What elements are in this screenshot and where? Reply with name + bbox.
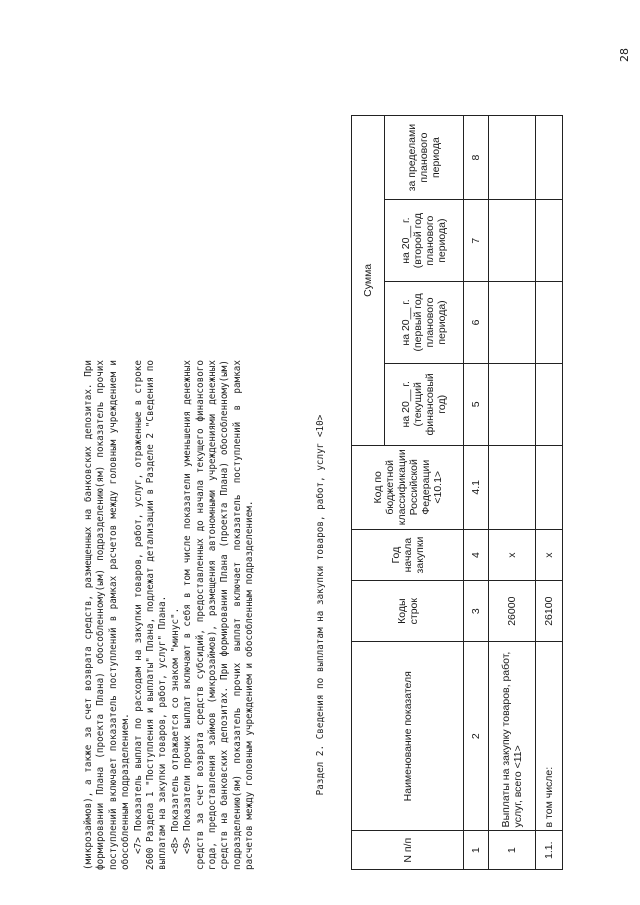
cell-np: 1 <box>489 831 536 870</box>
cell-code: 26000 <box>489 581 536 642</box>
cell-kbk <box>489 445 536 529</box>
cell-y2 <box>489 282 536 364</box>
cell-y1 <box>536 363 563 445</box>
colnum: 6 <box>464 282 489 364</box>
header-name: Наименование показателя <box>352 642 464 831</box>
header-y1: на 20__ г. (текущий финансовый год) <box>385 363 464 445</box>
header-y3: на 20__ г. (второй год планового периода) <box>385 200 464 282</box>
colnum: 2 <box>464 642 489 831</box>
cell-y3 <box>489 200 536 282</box>
colnum: 4 <box>464 529 489 580</box>
colnum: 8 <box>464 116 489 200</box>
footnote-7: <7> Показатель выплат по расходам на закупки товаров, работ, услуг, отраженные в строке 2600 Раздела 1 "Поступления и выплаты" Плана, подлежат детализации в Разделе 2 "Сведения по выплатам на закупки товаров, работ, услуг" Плана. <box>132 360 169 870</box>
cell-name: в том числе: <box>536 642 563 831</box>
header-code: Коды строк <box>352 581 464 642</box>
page-number: 28 <box>618 48 631 62</box>
cell-y3 <box>536 200 563 282</box>
header-y2: на 20__ г. (первый год планового периода) <box>385 282 464 364</box>
column-numbers-row <box>464 116 489 870</box>
header-y4: за пределами планового периода <box>385 116 464 200</box>
cell-y1 <box>489 363 536 445</box>
payments-table <box>351 115 563 870</box>
colnum: 3 <box>464 581 489 642</box>
cell-year: x <box>536 529 563 580</box>
colnum: 5 <box>464 363 489 445</box>
header-year: Год начала закупки <box>352 529 464 580</box>
colnum: 4.1 <box>464 445 489 529</box>
cell-np: 1.1. <box>536 831 563 870</box>
colnum: 7 <box>464 200 489 282</box>
rotated-page-content <box>83 100 640 870</box>
cell-name: Выплаты на закупку товаров, работ, услуг, всего <11> <box>489 642 536 831</box>
footnote-paragraph: (микрозаймов), а также за счет возврата средств, размещенных на банковских депозитах. При формировании Плана (проекта Плана) обособленному(ым) подразделению(ям) показатель прочих поступлений включает показатель поступлений в рамках расчетов между головным учреждением и обособленным подразделением. <box>83 360 132 870</box>
cell-y2 <box>536 282 563 364</box>
cell-y4 <box>536 116 563 200</box>
cell-kbk <box>536 445 563 529</box>
cell-code: 26100 <box>536 581 563 642</box>
footnote-9: <9> Показатели прочих выплат включают в себя в том числе показатели уменьшения денежных средств за счет возврата средств субсидий, предоставленных до начала текущего финансового года, предоставления займов (микрозаймов), размещения автономными учреждениями денежных средств на банковских депозитах. При формировании Плана (проекта Плана) обособленному(ым) подразделению(ям) показатель прочих выплат включает показатель поступлений в рамках расчетов между головным учреждением и обособленным подразделением. <box>182 360 256 870</box>
footnote-8: <8> Показатель отражается со знаком "минус". <box>169 607 181 854</box>
cell-y4 <box>489 116 536 200</box>
table-row <box>489 116 536 870</box>
header-sum: Сумма <box>352 116 385 446</box>
cell-year: x <box>489 529 536 580</box>
header-kbk: Код по бюджетной классификации Российской Федерации <10.1> <box>352 445 464 529</box>
colnum: 1 <box>464 831 489 870</box>
table-row <box>536 116 563 870</box>
section-title: Раздел 2. Сведения по выплатам на закупки товаров, работ, услуг <10> <box>315 414 326 796</box>
table-header-row <box>352 116 385 870</box>
footnotes-text <box>83 360 257 870</box>
header-np: N п/п <box>352 831 464 870</box>
